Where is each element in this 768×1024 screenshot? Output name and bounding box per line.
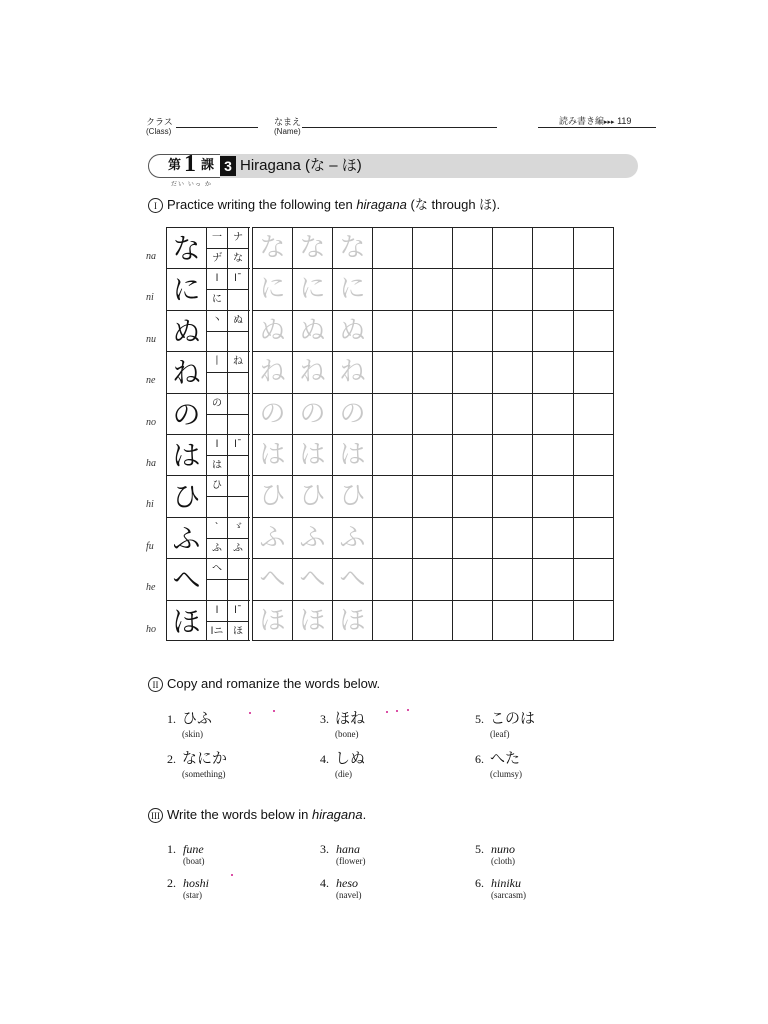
romaji-label: ha: [146, 458, 156, 469]
practice-cell[interactable]: [532, 475, 573, 516]
practice-cell[interactable]: [532, 393, 573, 434]
practice-cell[interactable]: [573, 393, 614, 434]
stroke-step: [207, 332, 227, 353]
stroke-step: ゞ: [233, 521, 243, 533]
stroke-step: ひ: [212, 480, 222, 492]
trace-character: ね: [292, 351, 332, 392]
practice-cell[interactable]: [573, 310, 614, 351]
stroke-order: [206, 310, 248, 351]
trace-character: ほ: [252, 600, 292, 641]
practice-cell[interactable]: [412, 227, 452, 268]
word-number: 1.: [167, 842, 176, 856]
class-label-jp: クラス: [146, 117, 173, 127]
romaji-label: no: [146, 416, 156, 428]
romaji-label: he: [146, 582, 156, 594]
word-gloss: (bone): [335, 729, 359, 739]
trace-character: ひ: [332, 475, 372, 516]
word-number: 5.: [475, 842, 484, 856]
lesson-part: 3: [220, 156, 236, 176]
grid-row: [166, 227, 614, 268]
stroke-step: [228, 456, 248, 477]
practice-cell[interactable]: [412, 558, 452, 599]
romaji-label: na: [146, 251, 156, 262]
trace-character: の: [252, 393, 292, 434]
stroke-order: [206, 351, 248, 392]
practice-cell[interactable]: [452, 517, 492, 558]
grid-row: [166, 517, 614, 558]
word-number: 2.: [167, 752, 176, 766]
lesson-dai: 第: [168, 158, 182, 173]
stray-mark: [249, 712, 251, 714]
practice-cell[interactable]: [372, 600, 412, 641]
kana-word: しぬ: [335, 749, 366, 767]
practice-cell[interactable]: [452, 227, 492, 268]
word-number: 4.: [320, 752, 329, 766]
lesson-number: 1: [184, 151, 196, 177]
trace-character: に: [292, 268, 332, 309]
column-separator: [248, 475, 250, 516]
stroke-order: [206, 393, 248, 434]
stray-mark: [386, 711, 388, 713]
model-character: へ: [166, 558, 206, 599]
stroke-step: ˋ: [214, 521, 220, 533]
stroke-step: [228, 332, 248, 353]
kana-word: へた: [490, 749, 521, 767]
stroke-step: 丨: [212, 356, 222, 368]
word-number: 2.: [167, 876, 176, 890]
stroke-step: は: [212, 460, 222, 471]
practice-cell[interactable]: [412, 475, 452, 516]
practice-cell[interactable]: [532, 227, 573, 268]
trace-character: ひ: [292, 475, 332, 516]
word-number: 3.: [320, 712, 329, 726]
model-character: ね: [166, 351, 206, 392]
practice-cell[interactable]: [492, 268, 532, 309]
kana-word: なにか: [182, 749, 228, 767]
section-1-instruction: Practice writing the following ten hiragana (な through ほ).: [167, 197, 501, 212]
word-number: 6.: [475, 876, 484, 890]
word-gloss: (sarcasm): [491, 890, 526, 900]
stroke-step: [207, 580, 227, 601]
word-gloss: (flower): [336, 856, 366, 866]
practice-cell[interactable]: [532, 558, 573, 599]
practice-cell[interactable]: [452, 310, 492, 351]
trace-character: は: [252, 434, 292, 475]
stroke-step: な: [233, 253, 243, 264]
practice-cell[interactable]: [372, 475, 412, 516]
column-separator: [248, 351, 250, 392]
column-separator: [248, 393, 250, 434]
practice-cell[interactable]: [452, 268, 492, 309]
class-input-line[interactable]: [176, 127, 258, 128]
section-3-instruction: Write the words below in hiragana.: [167, 807, 367, 822]
stroke-step: lˉ: [234, 604, 242, 616]
romaji-label: ho: [146, 623, 156, 635]
trace-character: は: [292, 434, 332, 475]
stroke-step: 一: [212, 232, 222, 243]
trace-character: ほ: [292, 600, 332, 641]
practice-cell[interactable]: [412, 268, 452, 309]
grid-row: [166, 434, 614, 475]
practice-cell[interactable]: [532, 351, 573, 392]
word-gloss: (something): [182, 769, 226, 779]
word-gloss: (die): [335, 769, 352, 779]
section-1-badge: I: [148, 198, 163, 213]
practice-cell[interactable]: [372, 558, 412, 599]
stroke-step: [228, 415, 248, 436]
practice-cell[interactable]: [492, 310, 532, 351]
class-label-en: (Class): [146, 127, 172, 136]
stroke-step: ほ: [233, 625, 243, 637]
word-gloss: (star): [183, 890, 202, 900]
stroke-order: [206, 268, 248, 309]
trace-character: な: [292, 227, 332, 268]
practice-cell[interactable]: [412, 517, 452, 558]
practice-cell[interactable]: [452, 475, 492, 516]
stroke-step: l: [215, 604, 219, 616]
word-number: 1.: [167, 712, 176, 726]
practice-cell[interactable]: [372, 227, 412, 268]
trace-character: に: [252, 268, 292, 309]
stroke-step: ね: [233, 356, 243, 368]
arrows-icon: ▸▸▸: [604, 119, 615, 126]
practice-cell[interactable]: [452, 434, 492, 475]
grid-row: [166, 268, 614, 309]
trace-character: ぬ: [252, 310, 292, 351]
stroke-step: ふ: [233, 542, 243, 554]
practice-cell[interactable]: [492, 600, 532, 641]
practice-cell[interactable]: [372, 393, 412, 434]
practice-cell[interactable]: [452, 351, 492, 392]
stroke-step: [228, 476, 248, 497]
column-separator: [248, 434, 250, 475]
romaji-word: nuno: [491, 842, 515, 856]
practice-cell[interactable]: [573, 517, 614, 558]
practice-cell[interactable]: [532, 268, 573, 309]
practice-cell[interactable]: [412, 351, 452, 392]
practice-cell[interactable]: [532, 310, 573, 351]
stroke-step: l: [215, 273, 219, 285]
stroke-step: lˉ: [234, 273, 242, 285]
grid-row: [166, 600, 614, 641]
stroke-step: lˉ: [234, 439, 242, 450]
trace-character: な: [252, 227, 292, 268]
kana-word: ひふ: [182, 709, 213, 727]
model-character: ぬ: [166, 310, 206, 351]
stroke-step: 丶: [212, 314, 222, 326]
practice-cell[interactable]: [532, 434, 573, 475]
stroke-order: [206, 434, 248, 475]
stroke-step: [228, 559, 248, 580]
page-number: 119: [617, 116, 632, 126]
stray-mark: [396, 710, 398, 712]
stroke-step: lニ: [210, 625, 224, 637]
trace-character: へ: [292, 558, 332, 599]
practice-cell[interactable]: [492, 517, 532, 558]
header-rule: [538, 127, 656, 128]
word-gloss: (navel): [336, 890, 362, 900]
practice-cell[interactable]: [492, 227, 532, 268]
section-3-badge: III: [148, 808, 163, 823]
stroke-step: [228, 394, 248, 415]
kana-word: ほね: [335, 709, 366, 727]
model-character: に: [166, 268, 206, 309]
practice-cell[interactable]: [452, 558, 492, 599]
practice-cell[interactable]: [372, 351, 412, 392]
stroke-step: ナ: [233, 232, 243, 243]
trace-character: ひ: [252, 475, 292, 516]
model-character: ひ: [166, 475, 206, 516]
trace-character: ふ: [332, 517, 372, 558]
word-gloss: (clumsy): [490, 769, 522, 779]
section-label: 読み書き編▸▸▸ 119: [559, 116, 632, 126]
trace-character: へ: [252, 558, 292, 599]
model-character: な: [166, 227, 206, 268]
kana-word: このは: [490, 709, 536, 727]
trace-character: の: [292, 393, 332, 434]
column-separator: [248, 227, 250, 268]
trace-character: ぬ: [292, 310, 332, 351]
stroke-step: l: [215, 439, 219, 450]
model-character: は: [166, 434, 206, 475]
trace-character: ぬ: [332, 310, 372, 351]
stroke-order: [206, 558, 248, 599]
practice-cell[interactable]: [492, 475, 532, 516]
stroke-order: [206, 475, 248, 516]
practice-cell[interactable]: [573, 600, 614, 641]
practice-cell[interactable]: [372, 268, 412, 309]
romaji-word: hana: [336, 842, 360, 856]
section-2-instruction: Copy and romanize the words below.: [167, 676, 381, 691]
name-input-line[interactable]: [302, 127, 497, 128]
stroke-step: に: [212, 294, 222, 306]
practice-cell[interactable]: [573, 434, 614, 475]
word-number: 3.: [320, 842, 329, 856]
trace-character: ふ: [292, 517, 332, 558]
practice-cell[interactable]: [573, 268, 614, 309]
model-character: ほ: [166, 600, 206, 641]
stroke-step: [207, 497, 227, 518]
column-separator: [248, 558, 250, 599]
trace-character: ね: [252, 351, 292, 392]
word-number: 5.: [475, 712, 484, 726]
word-gloss: (leaf): [490, 729, 510, 739]
practice-cell[interactable]: [492, 558, 532, 599]
practice-cell[interactable]: [412, 600, 452, 641]
practice-cell[interactable]: [573, 227, 614, 268]
trace-character: ね: [332, 351, 372, 392]
page-title: Hiragana (な – ほ): [240, 157, 362, 174]
practice-cell[interactable]: [532, 517, 573, 558]
practice-cell[interactable]: [492, 351, 532, 392]
romaji-word: hiniku: [491, 876, 521, 890]
column-separator: [248, 600, 250, 641]
word-gloss: (boat): [183, 856, 205, 866]
romaji-word: fune: [183, 842, 204, 856]
stroke-step: ナ゙: [212, 253, 222, 264]
stroke-step: [207, 373, 227, 394]
practice-cell[interactable]: [492, 434, 532, 475]
romaji-label: nu: [146, 333, 156, 345]
trace-character: ほ: [332, 600, 372, 641]
stray-mark: [407, 709, 409, 711]
stroke-step: [228, 497, 248, 518]
model-character: の: [166, 393, 206, 434]
grid-row: [166, 475, 614, 516]
trace-character: は: [332, 434, 372, 475]
romaji-label: fu: [146, 540, 154, 552]
practice-cell[interactable]: [372, 434, 412, 475]
stroke-step: へ: [212, 563, 222, 575]
trace-character: に: [332, 268, 372, 309]
grid-row: [166, 351, 614, 392]
practice-cell[interactable]: [532, 600, 573, 641]
stray-mark: [273, 710, 275, 712]
trace-character: へ: [332, 558, 372, 599]
stroke-order: [206, 517, 248, 558]
stroke-step: [228, 290, 248, 311]
stroke-order: [206, 600, 248, 641]
name-label-en: (Name): [274, 127, 301, 136]
stroke-step: [228, 580, 248, 601]
section-2-badge: II: [148, 677, 163, 692]
column-separator: [248, 310, 250, 351]
word-gloss: (skin): [182, 729, 203, 739]
trace-character: な: [332, 227, 372, 268]
practice-cell[interactable]: [573, 558, 614, 599]
romaji-label: hi: [146, 499, 154, 511]
practice-cell[interactable]: [412, 310, 452, 351]
stroke-order: [206, 227, 248, 268]
romaji-word: heso: [336, 876, 358, 890]
stroke-step: ぬ: [233, 314, 243, 326]
practice-cell[interactable]: [372, 517, 412, 558]
practice-grid: [166, 227, 614, 641]
trace-character: ふ: [252, 517, 292, 558]
model-character: ふ: [166, 517, 206, 558]
name-label-jp: なまえ: [274, 117, 302, 127]
trace-character: の: [332, 393, 372, 434]
practice-cell[interactable]: [492, 393, 532, 434]
romaji-label: ne: [146, 375, 156, 387]
word-number: 6.: [475, 752, 484, 766]
grid-row: [166, 310, 614, 351]
romaji-word: hoshi: [183, 876, 210, 890]
stroke-step: ふ: [212, 542, 222, 554]
practice-cell[interactable]: [573, 475, 614, 516]
stroke-step: [207, 415, 227, 436]
romaji-label: ni: [146, 292, 154, 304]
word-number: 4.: [320, 876, 329, 890]
grid-row: [166, 558, 614, 599]
practice-cell[interactable]: [573, 351, 614, 392]
practice-cell[interactable]: [412, 434, 452, 475]
stroke-step: [228, 373, 248, 394]
practice-cell[interactable]: [452, 600, 492, 641]
practice-cell[interactable]: [412, 393, 452, 434]
word-gloss: (cloth): [491, 856, 515, 866]
column-separator: [248, 268, 250, 309]
practice-cell[interactable]: [452, 393, 492, 434]
practice-cell[interactable]: [372, 310, 412, 351]
stroke-step: の: [212, 397, 222, 409]
furigana: だい いっ か: [171, 181, 212, 188]
lesson-ka: 課: [201, 158, 215, 173]
grid-row: [166, 393, 614, 434]
stray-mark: [231, 874, 233, 876]
column-separator: [248, 517, 250, 558]
